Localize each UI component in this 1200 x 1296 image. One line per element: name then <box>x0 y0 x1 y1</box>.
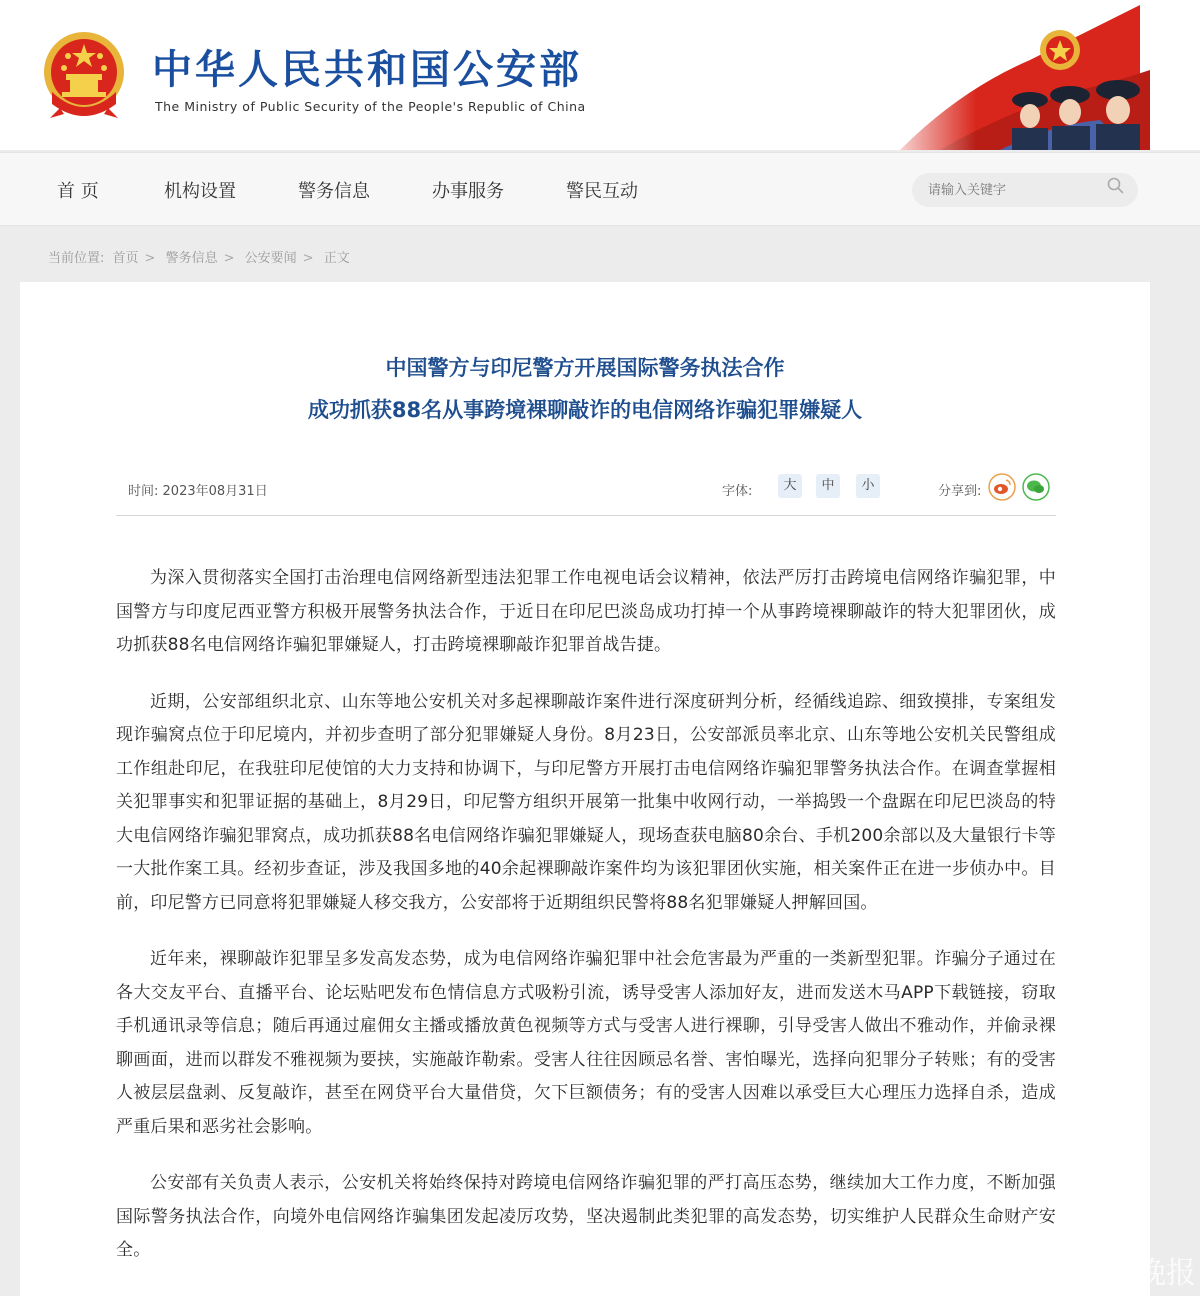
breadcrumb-item-police-info[interactable]: 警务信息 <box>165 251 218 266</box>
site-subtitle: The Ministry of Public Security of the People's Republic of China <box>155 99 586 114</box>
font-size-medium-button[interactable]: 中 <box>816 474 840 498</box>
breadcrumb-item-news[interactable]: 公安要闻 <box>244 251 297 266</box>
site-title: 中华人民共和国公安部 <box>152 47 582 93</box>
main-nav <box>0 152 1200 226</box>
breadcrumb-separator: > <box>302 251 314 266</box>
article-body <box>116 562 1056 1291</box>
search-input[interactable] <box>912 173 1102 207</box>
time-value: 2023年08月31日 <box>162 484 268 499</box>
site-header <box>0 0 1200 150</box>
nav-item-organization[interactable]: 机构设置 <box>164 181 236 202</box>
share-label: 分享到: <box>938 484 982 499</box>
article-meta <box>116 472 1056 516</box>
article-title-line1: 中国警方与印尼警方开展国际警务执法合作 <box>385 356 785 380</box>
publish-time <box>128 480 268 499</box>
breadcrumb <box>48 247 354 266</box>
article-paragraph: 近期，公安部组织北京、山东等地公安机关对多起裸聊敲诈案件进行深度研判分析，经循线追踪、细致摸排，专案组发现诈骗窝点位于印尼境内，并初步查明了部分犯罪嫌疑人身份。8月23日，公安部派员率北京、山东等地公安机关民警组成工作组赴印尼，在我驻印尼使馆的大力支持和协调下，与印尼警方开展打击电信网络诈骗犯罪警务执法合作。在调查掌握相关犯罪事实和犯罪证据的基础上，8月29日，印尼警方组织开展第一批集中收网行动，一举捣毁一个盘踞在印尼巴淡岛的特大电信网络诈骗犯罪窝点，成功抓获88名电信网络诈骗犯罪嫌疑人，现场查获电脑80余台、手机200余部以及大量银行卡等一大批作案工具。经初步查证，涉及我国多地的40余起裸聊敲诈案件均为该犯罪团伙实施，相关案件正在进一步侦办中。目前，印尼警方已同意将犯罪嫌疑人移交我方，公安部将于近期组织民警将88名犯罪嫌疑人押解回国。 <box>116 691 1056 913</box>
font-size-label: 字体: <box>722 484 753 499</box>
font-size-small-button[interactable]: 小 <box>856 474 880 498</box>
time-label: 时间: <box>128 484 159 499</box>
breadcrumb-separator: > <box>223 251 235 266</box>
nav-item-police-info[interactable]: 警务信息 <box>298 181 370 202</box>
breadcrumb-item-current: 正文 <box>323 251 350 266</box>
font-size-large-button[interactable]: 大 <box>778 474 802 498</box>
article-paragraph: 为深入贯彻落实全国打击治理电信网络新型违法犯罪工作电视电话会议精神，依法严厉打击跨境电信网络诈骗犯罪，中国警方与印度尼西亚警方积极开展警务执法合作，于近日在印尼巴淡岛成功打掉一个从事跨境裸聊敲诈的特大犯罪团伙，成功抓获88名电信网络诈骗犯罪嫌疑人，打击跨境裸聊敲诈犯罪首战告捷。 <box>116 568 1056 655</box>
article-paragraph: 公安部有关负责人表示，公安机关将始终保持对跨境电信网络诈骗犯罪的严打高压态势，继续加大工作力度，不断加强国际警务执法合作，向境外电信网络诈骗集团发起凌厉攻势，坚决遏制此类犯罪的高发态势，切实维护人民群众生命财产安全。 <box>116 1173 1056 1260</box>
breadcrumb-prefix: 当前位置: <box>48 251 105 266</box>
article-paragraph: 近年来，裸聊敲诈犯罪呈多发高发态势，成为电信网络诈骗犯罪中社会危害最为严重的一类新型犯罪。诈骗分子通过在各大交友平台、直播平台、论坛贴吧发布色情信息方式吸粉引流，诱导受害人添加好友，进而发送木马APP下载链接，窃取手机通讯录等信息；随后再通过雇佣女主播或播放黄色视频等方式与受害人进行裸聊，引导受害人做出不雅动作，并偷录裸聊画面，进而以群发不雅视频为要挟，实施敲诈勒索。受害人往往因顾忌名誉、害怕曝光，选择向犯罪分子转账；有的受害人被层层盘剥、反复敲诈，甚至在网贷平台大量借贷，欠下巨额债务；有的受害人因难以承受巨大心理压力选择自杀，造成严重后果和恶劣社会影响。 <box>116 949 1056 1137</box>
national-emblem-icon[interactable] <box>42 30 126 120</box>
article-card <box>20 282 1150 1296</box>
weibo-share-icon[interactable] <box>988 473 1016 501</box>
nav-item-home[interactable]: 首 页 <box>57 181 99 202</box>
watermark-text: 晚报 <box>1136 1256 1196 1291</box>
search-icon[interactable] <box>1106 176 1126 196</box>
wechat-share-icon[interactable] <box>1022 473 1050 501</box>
nav-item-interaction[interactable]: 警民互动 <box>566 181 638 202</box>
search-box <box>912 173 1138 207</box>
article-title-line2: 成功抓获88名从事跨境裸聊敲诈的电信网络诈骗犯罪嫌疑人 <box>307 398 863 422</box>
nav-item-services[interactable]: 办事服务 <box>432 181 504 202</box>
breadcrumb-separator: > <box>144 251 156 266</box>
breadcrumb-item-home[interactable]: 首页 <box>112 251 139 266</box>
police-flag-banner-icon <box>880 0 1200 150</box>
